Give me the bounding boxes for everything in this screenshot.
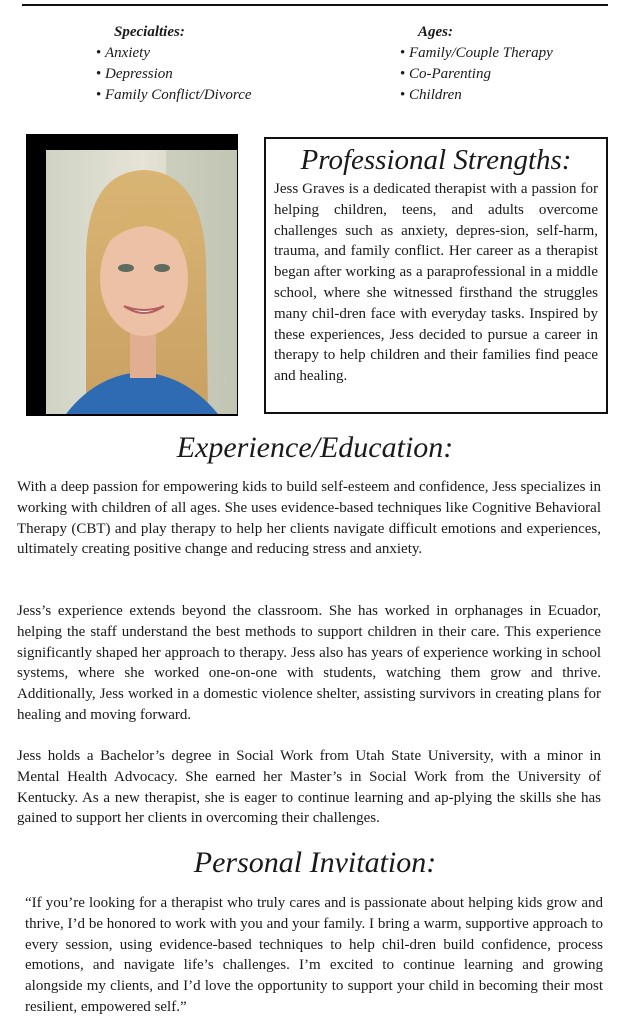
top-divider xyxy=(22,4,608,6)
ages-list xyxy=(400,22,553,106)
professional-strengths-box xyxy=(264,137,608,414)
experience-paragraph: Jess’s experience extends beyond the classroom. She has worked in orphanages in Ecuador, helping the staff understand the best methods to support children in their care. This experience significantly shaped her approach to therapy. Jess also has years of experience working in school systems, where she worked one-on-one with students, watching them grow and thrive. Additionally, Jess worked in a domestic violence shelter, assisting survivors in creating plans for healing and moving forward. xyxy=(17,603,601,723)
professional-strengths-title: Professional Strengths: xyxy=(300,144,572,176)
education-paragraph: Jess holds a Bachelor’s degree in Social Work from Utah State University, with a minor in Mental Health Advocacy. She earned her Master’s in Social Work from the University of Kentucky. As a new therapist, she is eager to continue learning and ap-plying the skills she has gained to support her clients in overcoming their challenges. xyxy=(17,748,601,827)
ages-item: • Children xyxy=(400,85,553,106)
experience-education-title: Experience/Education: xyxy=(176,431,454,464)
ages-item: • Family/Couple Therapy xyxy=(400,43,553,64)
personal-invitation-title: Personal Invitation: xyxy=(193,846,437,879)
specialty-item: • Depression xyxy=(96,64,252,85)
experience-paragraph: With a deep passion for empowering kids to build self-esteem and confidence, Jess specializes in working with children of all ages. She uses evidence-based techniques like Cognitive Behavioral Therapy (CBT) and play therapy to help her clients navigate difficult emotions and experiences, ultimately creating positive change and reducing stress and anxiety. xyxy=(17,479,601,558)
professional-strengths-text: Jess Graves is a dedicated therapist with a passion for helping children, teens, and adults overcome challenges such as anxiety, depres-sion, self-harm, trauma, and family conflict. Her career as a therapist began after working as a paraprofessional in a middle school, where she witnessed firsthand the struggles many chil-dren face with everyday tasks. Inspired by these experiences, Jess decided to pursue a career in therapy to help children and their families find peace and healing. xyxy=(274,181,598,385)
ages-item: • Co-Parenting xyxy=(400,64,553,85)
specialty-item: • Family Conflict/Divorce xyxy=(96,85,252,106)
personal-invitation-text: “If you’re looking for a therapist who truly cares and is passionate about helping kids grow and thrive, I’d be honored to work with you and your family. I bring a warm, supportive approach to every session, using evidence-based techniques to help chil-dren build confidence, process emotions, and navigate life’s challenges. I’m excited to continue learning and growing alongside my clients, and I’d love the opportunity to support your child in becoming their most resilient, empowered self.” xyxy=(25,895,603,1015)
ages-heading: Ages: xyxy=(418,24,453,40)
specialty-item: • Anxiety xyxy=(96,43,252,64)
specialties-list xyxy=(96,22,252,106)
therapist-photo xyxy=(46,150,237,414)
specialties-heading: Specialties: xyxy=(114,24,185,40)
